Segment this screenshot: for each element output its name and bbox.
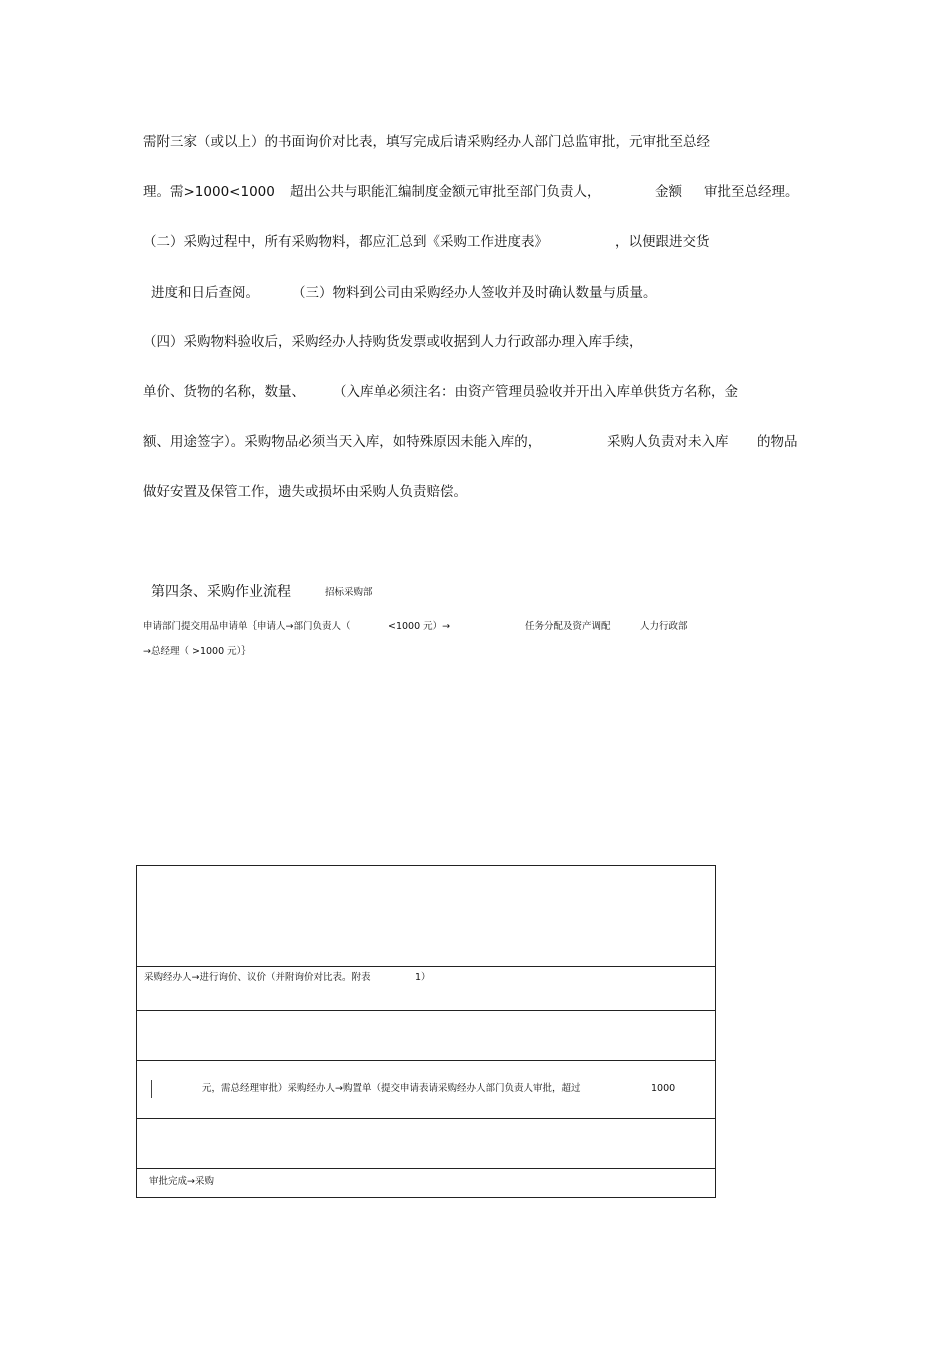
flow-step-inquiry-ref: 1） [415,972,431,983]
paragraph-line-2b: 超出公共与职能汇编制度金额元审批至部门负责人， [290,184,601,200]
flowchart-box [136,865,716,1198]
paragraph-line-3a: （二）采购过程中，所有采购物料，都应汇总到《采购工作进度表》 [143,234,548,250]
flow-divider [137,1168,715,1169]
paragraph-line-6a: 单价、货物的名称，数量、 [143,384,305,400]
flow-step-purchase-order: 元，需总经理审批）采购经办人→购置单（提交申请表请采购经办人部门负责人审批，超过 [202,1083,581,1094]
flow-divider [137,1118,715,1119]
paragraph-line-7a: 额、用途签字）。采购物品必须当天入库，如特殊原因未能入库的， [143,434,542,450]
flow-divider [137,1010,715,1011]
paragraph-line-2a: 理。需>1000<1000 [143,184,275,200]
paragraph-line-5: （四）采购物料验收后，采购经办人持购货发票或收据到人力行政部办理入库手续， [143,334,643,350]
paragraph-line-2c: 金额 [655,184,682,200]
paragraph-line-4b: （三）物料到公司由采购经办人签收并及时确认数量与质量。 [292,285,657,301]
section-heading: 第四条、采购作业流程 [151,584,291,600]
paragraph-line-1: 需附三家（或以上）的书面询价对比表，填写完成后请采购经办人部门总监审批，元审批至总经 [143,134,710,150]
flow-step-inquiry: 采购经办人→进行询价、议价（并附询价对比表。附表 [144,972,371,983]
flow-line-1a: 申请部门提交用品申请单｛申请人→部门负责人（ [143,621,351,632]
flow-line-1b: <1000 元）→ [388,621,451,632]
vertical-mark [151,1080,152,1098]
flow-step-amount: 1000 [651,1083,676,1094]
paragraph-line-4a: 进度和日后查阅。 [151,285,259,301]
paragraph-line-6b: （入库单必须注名：由资产管理员验收并开出入库单供货方名称，金 [333,384,738,400]
flow-divider [137,966,715,967]
paragraph-line-7b: 采购人负责对未入库 [607,434,729,450]
paragraph-line-3b: ，以便跟进交货 [615,234,710,250]
flow-divider [137,1060,715,1061]
flow-step-complete: 审批完成→采购 [149,1176,214,1187]
department-label: 招标采购部 [325,587,373,598]
flow-line-1d: 人力行政部 [640,621,688,632]
paragraph-line-2d: 审批至总经理。 [704,184,799,200]
flow-line-1c: 任务分配及资产调配 [525,621,611,632]
paragraph-line-7c: 的物品 [757,434,798,450]
flow-line-2: →总经理（ >1000 元）｝ [143,646,251,657]
paragraph-line-8: 做好安置及保管工作，遗失或损坏由采购人负责赔偿。 [143,484,467,500]
